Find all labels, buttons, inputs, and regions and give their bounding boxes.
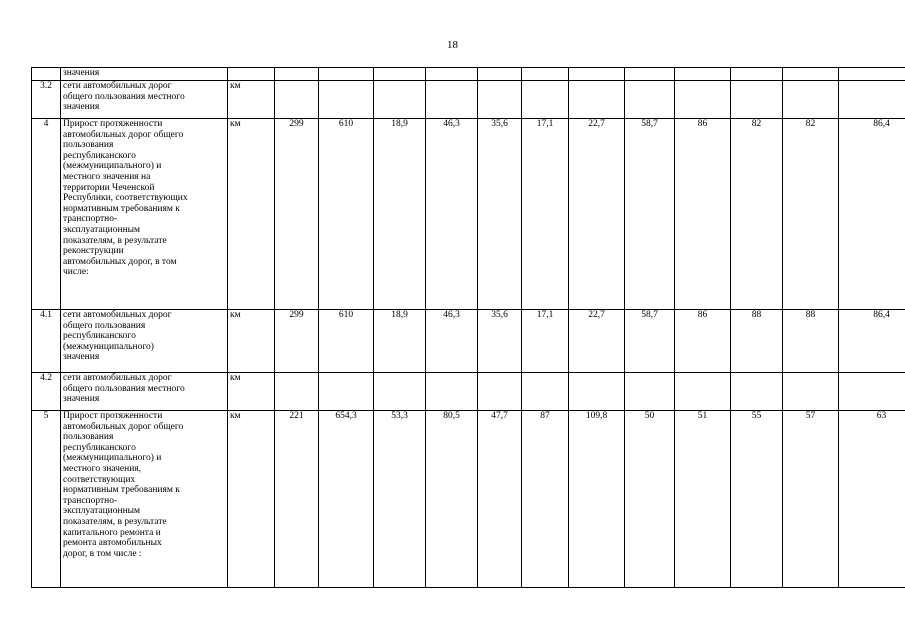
indicator-name-line: эксплуатационным	[63, 506, 141, 517]
unit-cell: км	[228, 411, 275, 588]
value-cell	[783, 81, 839, 119]
indicator-name-line: реконструкции	[63, 246, 124, 257]
indicator-name	[61, 119, 228, 310]
unit-cell: км	[228, 310, 275, 373]
value-cell	[569, 81, 625, 119]
indicator-name-line: значения	[63, 394, 100, 405]
indicator-name-line: сети автомобильных дорог	[63, 310, 172, 320]
value-cell: 57	[783, 411, 839, 588]
value-cell	[478, 81, 522, 119]
indicator-name-line: автомобильных дорог общего	[63, 129, 184, 140]
row-number: 4	[32, 119, 61, 310]
indicator-name-line: числе:	[63, 267, 89, 278]
indicator-name-line: капитального ремонта и	[63, 527, 161, 538]
indicator-name-line: местного значения,	[63, 463, 142, 474]
value-cell: 610	[319, 310, 374, 373]
table-body	[32, 68, 905, 588]
page-number: 18	[447, 39, 458, 51]
value-cell: 299	[275, 310, 319, 373]
indicator-name-line: (межмуниципального) и	[63, 161, 162, 172]
indicator-name-line: нормативным требованиям к	[63, 203, 180, 214]
indicator-name-line: общего пользования местного	[63, 383, 185, 394]
unit-cell: км	[228, 81, 275, 119]
indicator-name-line: показателям, в результате	[63, 516, 167, 527]
value-cell	[675, 373, 731, 411]
unit-cell: км	[228, 119, 275, 310]
value-cell: 17,1	[522, 119, 569, 310]
value-cell: 109,8	[569, 411, 625, 588]
indicator-name-line: соответствующих	[63, 474, 136, 485]
indicator-name-line: общего пользования	[63, 320, 146, 331]
value-cell: 18,9	[374, 310, 426, 373]
row-number	[32, 68, 61, 81]
value-cell	[625, 68, 675, 81]
table-row	[32, 373, 905, 411]
indicator-name-line: Прирост протяженности	[63, 411, 163, 421]
indicator-name-line: значения	[63, 68, 100, 78]
value-cell: 46,3	[426, 119, 478, 310]
indicator-name-line: Республики, соответствующих	[63, 193, 188, 204]
row-number: 5	[32, 411, 61, 588]
value-cell: 51	[675, 411, 731, 588]
indicator-name-line: автомобильных дорог общего	[63, 421, 184, 432]
value-cell	[319, 68, 374, 81]
indicator-name	[61, 68, 228, 81]
value-cell: 50	[625, 411, 675, 588]
indicator-name-line: транспортно-	[63, 495, 118, 506]
value-cell	[374, 68, 426, 81]
value-cell: 88	[731, 310, 783, 373]
value-cell	[569, 68, 625, 81]
indicator-name-line: показателям, в результате	[63, 235, 167, 246]
value-cell: 58,7	[625, 310, 675, 373]
indicator-name-line: общего пользования местного	[63, 91, 185, 102]
value-cell: 610	[319, 119, 374, 310]
indicator-name-line: нормативным требованиям к	[63, 485, 180, 496]
indicator-name-line: Прирост протяженности	[63, 119, 163, 129]
value-cell	[275, 373, 319, 411]
indicator-name-line: значения	[63, 102, 100, 113]
value-cell	[374, 373, 426, 411]
value-cell	[522, 81, 569, 119]
value-cell: 86,4	[839, 119, 905, 310]
indicator-name-line: территории Чеченской	[63, 182, 155, 193]
value-cell: 22,7	[569, 310, 625, 373]
value-cell	[275, 68, 319, 81]
value-cell	[319, 373, 374, 411]
value-cell	[319, 81, 374, 119]
value-cell: 35,6	[478, 310, 522, 373]
value-cell: 55	[731, 411, 783, 588]
table-row	[32, 119, 905, 310]
table-row	[32, 310, 905, 373]
row-number: 3.2	[32, 81, 61, 119]
value-cell	[522, 373, 569, 411]
value-cell	[478, 68, 522, 81]
indicator-name-line: пользования	[63, 432, 114, 443]
indicator-name	[61, 310, 228, 373]
indicator-name-line: местного значения на	[63, 171, 151, 182]
value-cell: 299	[275, 119, 319, 310]
indicator-name-line: республиканского	[63, 150, 136, 161]
value-cell	[839, 373, 905, 411]
indicator-name-line: пользования	[63, 140, 114, 151]
indicator-name	[61, 81, 228, 119]
value-cell	[374, 81, 426, 119]
value-cell	[675, 68, 731, 81]
value-cell	[675, 81, 731, 119]
value-cell	[625, 81, 675, 119]
value-cell: 82	[731, 119, 783, 310]
value-cell	[839, 68, 905, 81]
value-cell	[783, 68, 839, 81]
value-cell	[731, 373, 783, 411]
value-cell: 87	[522, 411, 569, 588]
value-cell: 35,6	[478, 119, 522, 310]
value-cell	[731, 81, 783, 119]
value-cell	[275, 81, 319, 119]
value-cell: 221	[275, 411, 319, 588]
row-number: 4.2	[32, 373, 61, 411]
value-cell: 86	[675, 310, 731, 373]
value-cell	[783, 373, 839, 411]
value-cell: 53,3	[374, 411, 426, 588]
value-cell	[625, 373, 675, 411]
unit-cell: км	[228, 373, 275, 411]
indicator-name-line: сети автомобильных дорог	[63, 81, 172, 91]
value-cell	[731, 68, 783, 81]
indicator-name-line: (межмуниципального) и	[63, 453, 162, 464]
value-cell	[426, 81, 478, 119]
indicator-name-line: (межмуниципального)	[63, 341, 154, 352]
value-cell: 63	[839, 411, 905, 588]
value-cell	[839, 81, 905, 119]
value-cell	[569, 373, 625, 411]
indicator-name-line: транспортно-	[63, 214, 118, 225]
indicator-name-line: значения	[63, 352, 100, 363]
table-row	[32, 81, 905, 119]
indicator-table	[31, 67, 905, 588]
value-cell: 82	[783, 119, 839, 310]
value-cell: 80,5	[426, 411, 478, 588]
indicator-name	[61, 373, 228, 411]
value-cell: 22,7	[569, 119, 625, 310]
value-cell	[522, 68, 569, 81]
value-cell: 18,9	[374, 119, 426, 310]
indicator-name-line: автомобильных дорог, в том	[63, 256, 177, 267]
row-number: 4.1	[32, 310, 61, 373]
value-cell: 88	[783, 310, 839, 373]
value-cell	[478, 373, 522, 411]
unit-cell	[228, 68, 275, 81]
indicator-name	[61, 411, 228, 588]
value-cell: 58,7	[625, 119, 675, 310]
value-cell: 47,7	[478, 411, 522, 588]
indicator-name-line: ремонта автомобильных	[63, 538, 162, 549]
table-row	[32, 68, 905, 81]
value-cell: 654,3	[319, 411, 374, 588]
indicator-name-line: дорог, в том числе :	[63, 548, 142, 559]
value-cell: 86	[675, 119, 731, 310]
table-row	[32, 411, 905, 588]
value-cell: 46,3	[426, 310, 478, 373]
value-cell: 17,1	[522, 310, 569, 373]
value-cell	[426, 373, 478, 411]
indicator-name-line: республиканского	[63, 442, 136, 453]
indicator-name-line: республиканского	[63, 331, 136, 342]
value-cell: 86,4	[839, 310, 905, 373]
indicator-name-line: сети автомобильных дорог	[63, 373, 172, 383]
indicator-name-line: эксплуатационным	[63, 224, 141, 235]
value-cell	[426, 68, 478, 81]
